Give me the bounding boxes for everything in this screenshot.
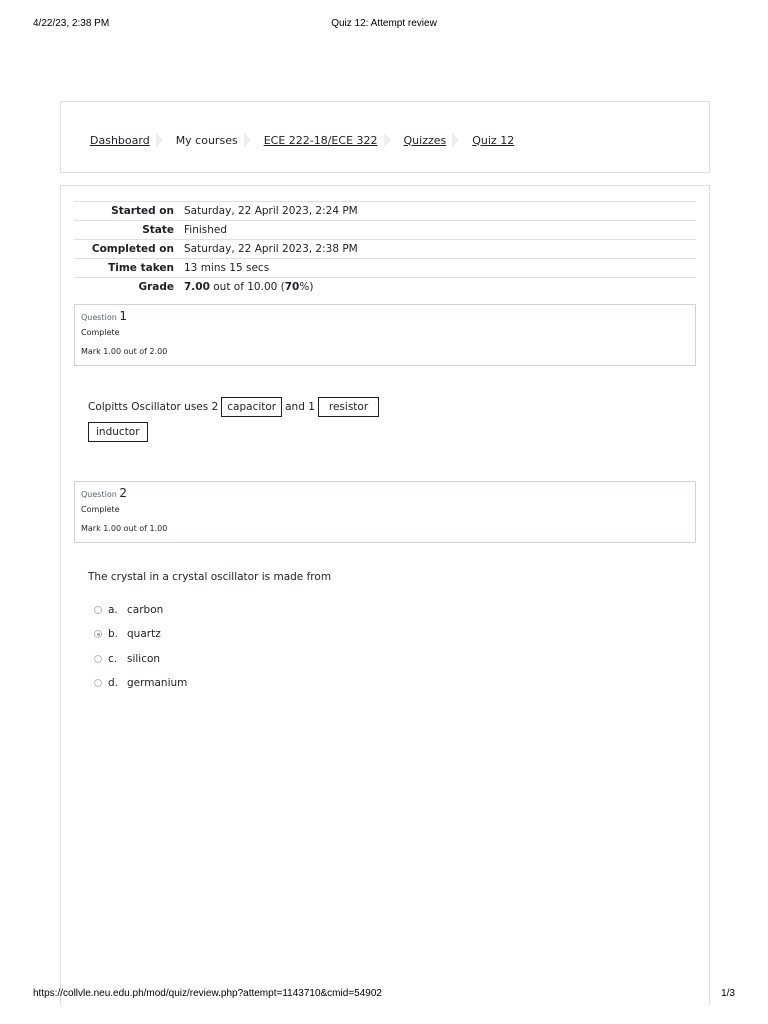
question-2-info [74,481,696,543]
answer-option-a[interactable] [94,604,163,616]
breadcrumb-separator [384,131,392,149]
completed-label: Completed on [91,243,174,255]
breadcrumb-separator [452,131,460,149]
radio-button[interactable] [94,655,102,663]
summary-row-started [74,202,696,221]
question-2-number [81,486,127,500]
summary-row-time [74,259,696,278]
completed-value: Saturday, 22 April 2023, 2:38 PM [184,243,358,255]
breadcrumb-quiz-12[interactable]: Quiz 12 [472,133,515,147]
answer-option-d[interactable] [94,677,187,689]
answer-text: silicon [127,653,161,665]
summary-row-completed [74,240,696,259]
question-2-state: Complete [81,505,120,514]
print-footer [33,988,735,1002]
answer-letter: a. [108,604,118,616]
question-1-text-before: Colpitts Oscillator uses 2 [88,401,219,413]
attempt-summary-table [74,201,696,296]
question-label: Question [81,313,120,322]
breadcrumb-course[interactable]: ECE 222-18/ECE 322 [263,133,378,147]
started-label: Started on [111,205,174,217]
drop-zone-1[interactable]: capacitor [221,397,282,417]
answer-text: germanium [127,677,188,689]
breadcrumb-separator [156,131,164,149]
grade-label: Grade [138,281,174,293]
summary-row-grade [74,278,696,297]
state-label: State [142,224,174,236]
grade-value [184,278,696,297]
answer-text: carbon [127,604,164,616]
question-1-text-middle: and 1 [285,401,315,413]
print-page-number: 1/3 [721,988,735,999]
breadcrumb-separator [244,131,252,149]
breadcrumb-dashboard[interactable]: Dashboard [90,133,150,147]
drag-item-inductor[interactable]: inductor [88,422,148,442]
time-taken-label: Time taken [108,262,174,274]
answer-option-c[interactable] [94,653,160,665]
print-header [33,18,735,32]
question-2-text: The crystal in a crystal oscillator is made from [88,571,332,583]
print-date: 4/22/23, 2:38 PM [33,18,110,29]
radio-button[interactable] [94,679,102,687]
print-title: Quiz 12: Attempt review [331,18,437,29]
answer-letter: b. [108,628,119,640]
answer-text: quartz [127,628,161,640]
grade-middle: out of 10.00 ( [209,281,285,293]
question-number: 1 [119,309,127,323]
answer-letter: c. [108,653,118,665]
question-1-mark: Mark 1.00 out of 2.00 [81,347,168,356]
question-1-info [74,304,696,366]
breadcrumb-card [60,101,710,173]
question-1-state: Complete [81,328,120,337]
question-label: Question [81,490,120,499]
answer-option-b[interactable] [94,628,161,640]
grade-percent: 70 [284,281,300,293]
breadcrumb-my-courses: My courses [175,133,238,147]
print-url: https://collvle.neu.edu.ph/mod/quiz/review.php?attempt=1143710&cmid=54902 [33,988,382,999]
breadcrumb [90,131,514,149]
summary-row-state [74,221,696,240]
question-1-number [81,309,127,323]
started-value: Saturday, 22 April 2023, 2:24 PM [184,205,358,217]
radio-button[interactable] [94,606,102,614]
question-number: 2 [119,486,127,500]
attempt-review-card [60,185,710,1005]
drop-zone-2[interactable]: resistor [318,397,379,417]
question-1-text [88,397,382,417]
grade-score: 7.00 [184,281,210,293]
grade-end: %) [299,281,314,293]
radio-button-selected[interactable] [94,630,102,638]
time-taken-value: 13 mins 15 secs [184,262,270,274]
breadcrumb-quizzes[interactable]: Quizzes [403,133,447,147]
question-2-mark: Mark 1.00 out of 1.00 [81,524,168,533]
answer-letter: d. [108,677,119,689]
state-value: Finished [184,224,228,236]
